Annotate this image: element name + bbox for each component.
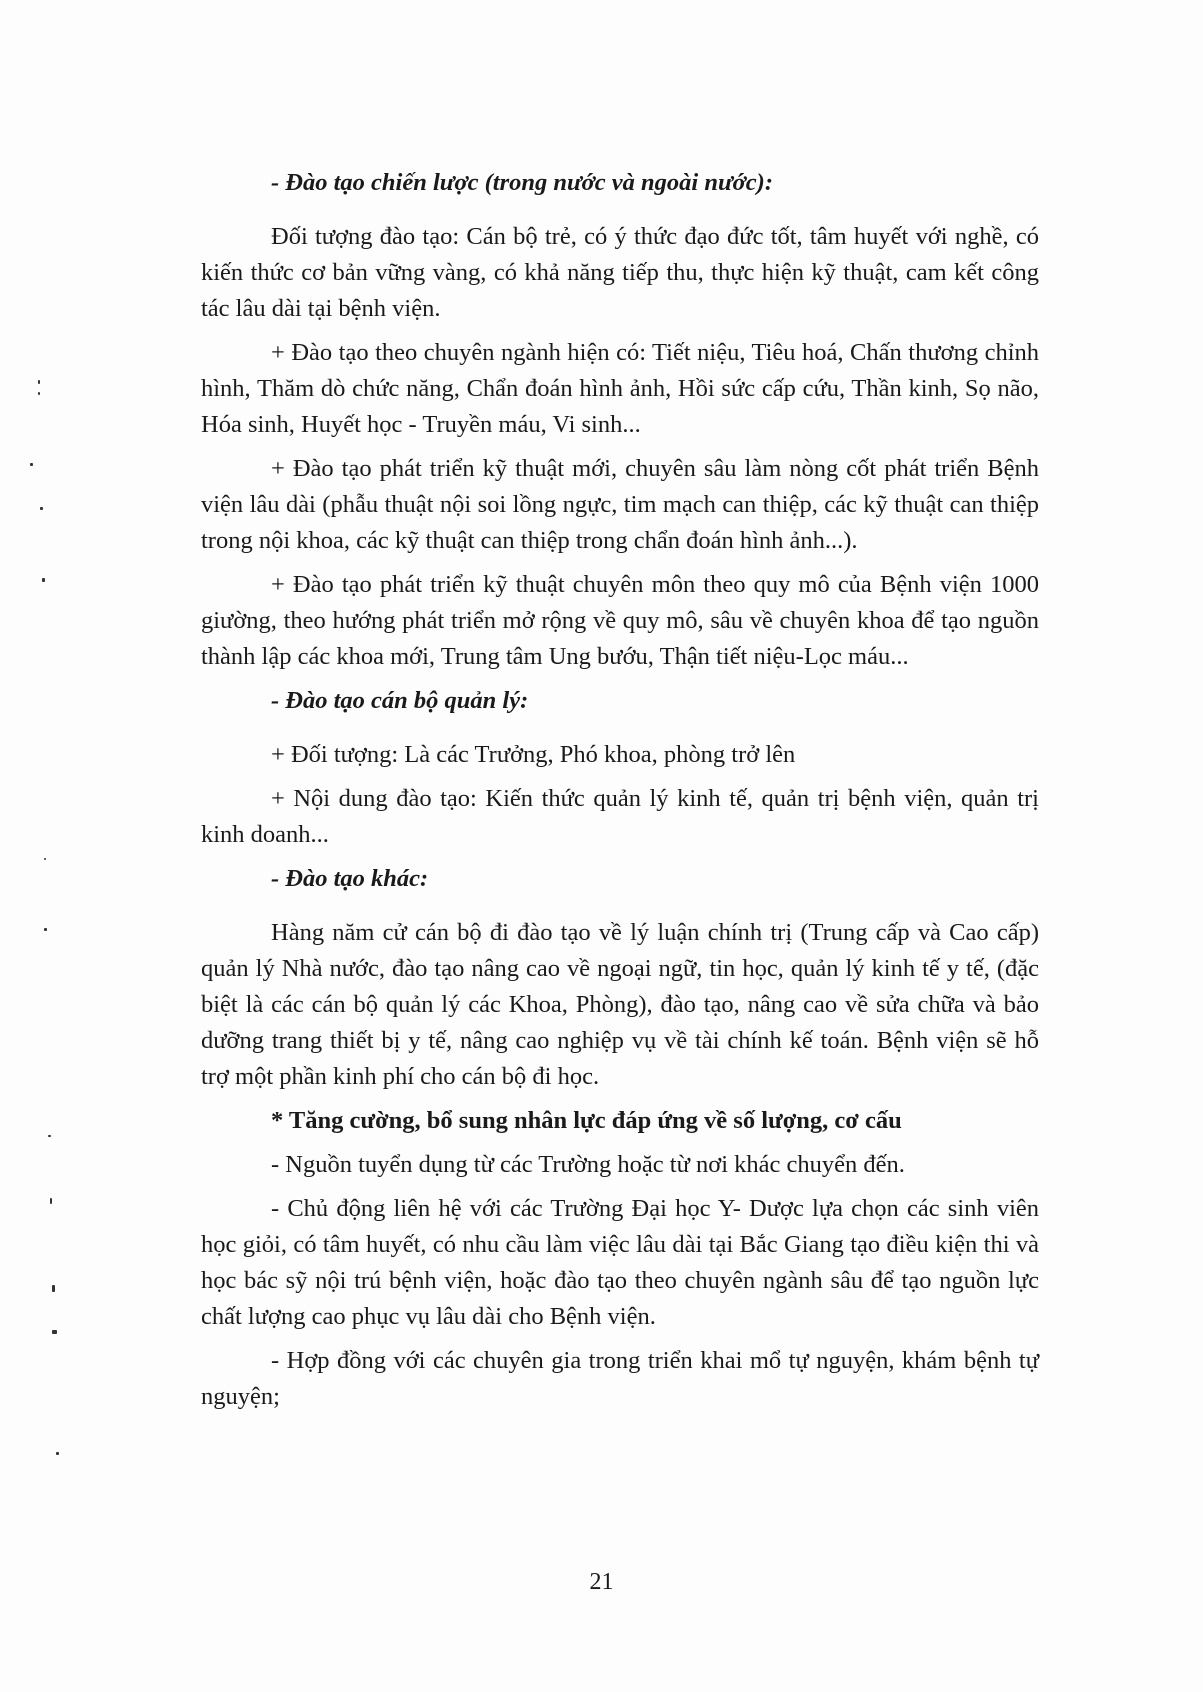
paragraph: - Hợp đồng với các chuyên gia trong triển khai mổ tự nguyện, khám bệnh tự nguyện; [201, 1347, 1039, 1410]
paragraph: Đối tượng đào tạo: Cán bộ trẻ, có ý thức đạo đức tốt, tâm huyết với nghề, có kiến thức cơ bản vững vàng, có khả năng tiếp thu, thực hiện kỹ thuật, cam kết công tác lâu dài tại bệnh viện. [201, 223, 1039, 322]
paragraph: + Đào tạo phát triển kỹ thuật chuyên môn theo quy mô của Bệnh viện 1000 giường, theo hướng phát triển mở rộng về quy mô, sâu về chuyên khoa để tạo nguồn thành lập các khoa mới, Trung tâm Ung bướu, Thận tiết niệu-Lọc máu... [201, 571, 1039, 670]
scan-mark [52, 1330, 57, 1334]
scan-mark [38, 380, 40, 384]
section-heading: - Đào tạo khác: [271, 865, 429, 892]
page-number: 21 [589, 1569, 614, 1595]
bold-section-heading: * Tăng cường, bổ sung nhân lực đáp ứng về số lượng, cơ cấu [271, 1107, 902, 1134]
list-line: - Nguồn tuyển dụng từ các Trường hoặc từ nơi khác chuyển đến. [271, 1151, 905, 1178]
paragraph: + Đào tạo phát triển kỹ thuật mới, chuyên sâu làm nòng cốt phát triển Bệnh viện lâu dài (phẫu thuật nội soi lồng ngực, tim mạch can thiệp, các kỹ thuật can thiệp trong nội khoa, các kỹ thuật can thiệp trong chẩn đoán hình ảnh...). [201, 455, 1039, 554]
list-line: + Đối tượng: Là các Trưởng, Phó khoa, phòng trở lên [271, 741, 796, 768]
paragraph: - Chủ động liên hệ với các Trường Đại học Y- Dược lựa chọn các sinh viên học giỏi, có tâm huyết, có nhu cầu làm việc lâu dài tại Bắc Giang tạo điều kiện thi và học bác sỹ nội trú bệnh viện, hoặc đào tạo theo chuyên ngành sâu để tạo nguồn lực chất lượng cao phục vụ lâu dài cho Bệnh viện. [201, 1195, 1039, 1330]
scan-mark [44, 858, 46, 860]
section-heading: - Đào tạo chiến lược (trong nước và ngoài nước): [271, 169, 773, 196]
scan-mark [30, 463, 33, 466]
scan-mark [38, 392, 40, 395]
scan-mark [42, 578, 45, 582]
scan-mark [48, 1135, 51, 1137]
paragraph: + Đào tạo theo chuyên ngành hiện có: Tiết niệu, Tiêu hoá, Chấn thương chỉnh hình, Thăm dò chức năng, Chẩn đoán hình ảnh, Hồi sức cấp cứu, Thần kinh, Sọ não, Hóa sinh, Huyết học - Truyền máu, Vi sinh... [201, 339, 1039, 438]
scan-mark [56, 1452, 59, 1455]
paragraph: Hàng năm cử cán bộ đi đào tạo về lý luận chính trị (Trung cấp và Cao cấp) quản lý Nhà nước, đào tạo nâng cao về ngoại ngữ, tin học, quản lý kinh tế y tế, (đặc biệt là các cán bộ quản lý các Khoa, Phòng), đào tạo, nâng cao về sửa chữa và bảo dưỡng trang thiết bị y tế, nâng cao nghiệp vụ về tài chính kế toán. Bệnh viện sẽ hỗ trợ một phần kinh phí cho cán bộ đi học. [201, 919, 1039, 1090]
paragraph: + Nội dung đào tạo: Kiến thức quản lý kinh tế, quản trị bệnh viện, quản trị kinh doanh... [201, 785, 1039, 848]
section-heading: - Đào tạo cán bộ quản lý: [271, 687, 529, 714]
scan-mark [52, 1285, 55, 1292]
document-body [201, 165, 1039, 1423]
scan-mark [50, 1198, 52, 1204]
scan-mark [40, 507, 43, 510]
scan-mark [44, 928, 47, 931]
